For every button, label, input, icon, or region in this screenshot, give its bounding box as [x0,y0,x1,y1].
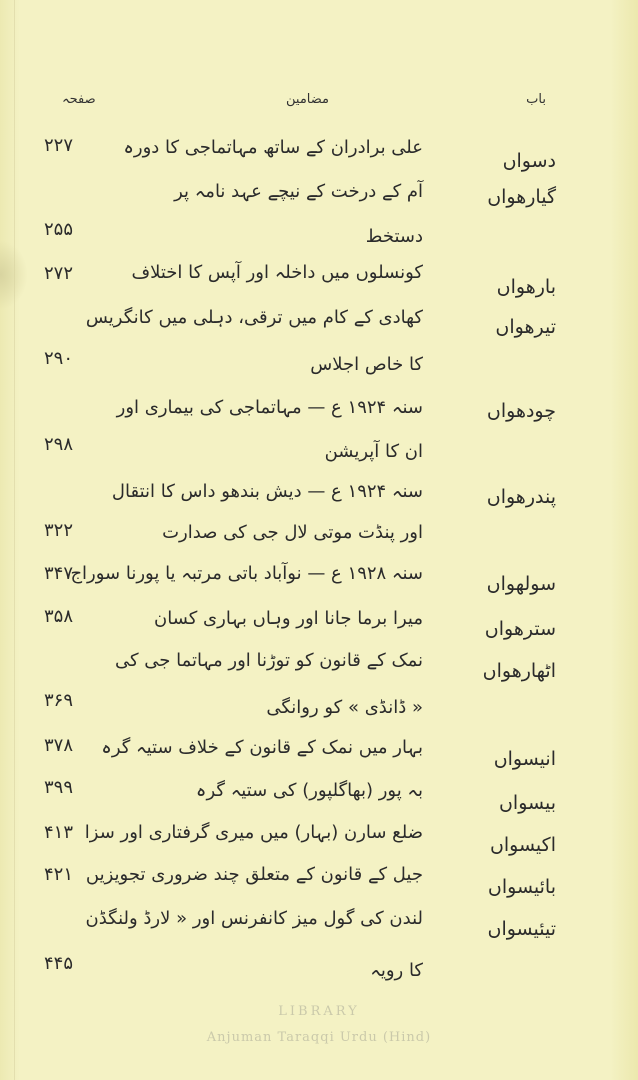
chapter-title: ضلع سارن (بہار) میں میری گرفتاری اور سزا [84,822,423,843]
chapter-title: « ڈانڈی » کو روانگی [266,697,423,718]
chapter-label: چودھواں [486,400,556,422]
page-number: ۲۲۷ [44,135,74,156]
chapter-title: بہ پور (بھاگلپور) کی ستیہ گرہ [195,780,423,801]
chapter-label: بارھواں [496,276,556,298]
chapter-label: دسواں [502,150,556,172]
chapter-label: گیارھواں [487,186,556,208]
page-number: ۳۶۹ [44,690,74,711]
chapter-label: اکیسواں [489,834,556,856]
chapter-title: کا خاص اجلاس [310,354,423,375]
page-number: ۴۱۳ [44,822,74,843]
chapter-label: اٹھارھواں [482,660,556,682]
chapter-title: سنہ ۱۹۲۴ ع — دیش بندھو داس کا انتقال [111,481,423,502]
chapter-title: علی برادران کے ساتھ مہاتماجی کا دورہ [123,137,423,158]
page-edge-stain [0,240,28,310]
chapter-label: تیئیسواں [487,918,556,940]
page-number: ۳۷۸ [44,735,74,756]
chapter-title: کھادی کے کام میں ترقی، دہلی میں کانگریس [85,307,423,328]
chapter-label: تیرھواں [495,316,556,338]
page-fold-line [14,0,15,1080]
chapter-title: لندن کی گول میز کانفرنس اور « لارڈ ولنگڈن [85,908,423,929]
chapter-title: سنہ ۱۹۲۴ ع — مہاتماجی کی بیماری اور [116,397,423,418]
header-chapter: باب [526,92,546,107]
chapter-title: ان کا آپریشن [324,441,423,462]
chapter-title: آم کے درخت کے نیچے عہد نامہ پر [174,181,423,202]
chapter-title: کا رویہ [370,960,423,981]
page-number: ۳۴۷ [44,563,74,584]
chapter-title: کونسلوں میں داخلہ اور آپس کا اختلاف [131,262,423,283]
chapter-title: جیل کے قانون کے متعلق چند ضروری تجویزیں [85,864,423,885]
chapter-title: سنہ ۱۹۲۸ ع — نوآباد باتی مرتبہ یا پورنا سوراج [70,563,423,584]
page-number: ۳۲۲ [44,520,74,541]
chapter-title: دستخط [365,226,423,247]
chapter-title: میرا برما جانا اور وہاں بہاری کسان [154,608,423,629]
chapter-label: انیسواں [493,748,556,770]
header-page: صفحہ [62,92,96,107]
chapter-title: نمک کے قانون کو توڑنا اور مہاتما جی کی [114,650,423,671]
chapter-label: بائیسواں [487,876,556,898]
page-number: ۲۹۰ [44,348,74,369]
page-number: ۲۹۸ [44,434,74,455]
chapter-label: سولھواں [486,573,556,595]
chapter-label: سترھواں [484,618,556,640]
chapter-label: بیسواں [498,792,556,814]
page-number: ۴۴۵ [44,953,74,974]
chapter-title: بہار میں نمک کے قانون کے خلاف ستیہ گرہ [101,737,423,758]
page-number: ۲۵۵ [44,219,74,240]
library-stamp-line-1: LIBRARY [278,1004,360,1019]
chapter-title: اور پنڈت موتی لال جی کی صدارت [162,522,423,543]
library-stamp-line-2: Anjuman Taraqqi Urdu (Hind) [206,1030,432,1045]
page-number: ۲۷۲ [44,263,74,284]
page-number: ۴۲۱ [44,864,74,885]
page-number: ۳۹۹ [44,777,74,798]
chapter-label: پندرھواں [486,486,556,508]
page-number: ۳۵۸ [44,606,74,627]
header-contents: مضامین [286,92,329,107]
